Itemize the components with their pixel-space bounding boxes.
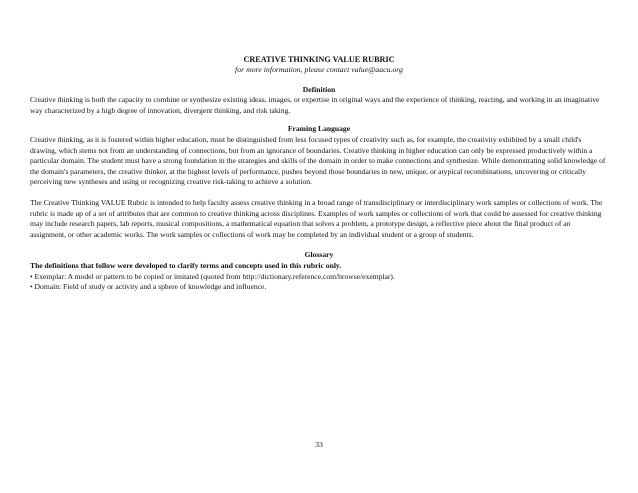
contact-subtitle: for more information, please contact value@aacu.org	[235, 65, 403, 74]
page-title: CREATIVE THINKING VALUE RUBRIC	[243, 55, 395, 64]
glossary-item-domain: • Domain: Field of study or activity and a sphere of knowledge and influence.	[30, 282, 267, 292]
glossary-intro: The definitions that follow were developed to clarify terms and concepts used in this rubric only.	[30, 260, 342, 270]
definition-text: Creative thinking is both the capacity to combine or synthesize existing ideas, images, or expertise in original ways and the experience of thinking, reacting, and working in an imaginative way characterized by a high degree of innovation, divergent thinking, and risk taking.	[30, 95, 600, 115]
glossary-item-exemplar: • Exemplar: A model or pattern to be copied or imitated (quoted from http://dictionary.reference.com/browse/exemplar).	[30, 271, 395, 281]
definition-heading: Definition	[302, 84, 336, 94]
rubric-page	[30, 54, 608, 293]
framing-heading: Framing Language	[287, 124, 351, 134]
framing-paragraph-1: Creative thinking, as it is fostered within higher education, must be distinguished from less focused types of creativity such as, for example, the creativity exhibited by a small child's drawing, which stems not from an understanding of connections, but from an ignorance of boundaries. Creative thinking in higher education can only be expressed productively within a particular domain. The student must have a strong foundation in the strategies and skills of the domain in order to make connections and synthesize. While demonstrating solid knowledge of the domain's parameters, the creative thinker, at the highest levels of performance, pushes beyond those boundaries in new, unique, or atypical recombinations, uncovering or critically perceiving new syntheses and using or recognizing creative risk-taking to achieve a solution.	[30, 134, 606, 187]
page-number: 33	[315, 440, 323, 449]
framing-paragraph-2: The Creative Thinking VALUE Rubric is intended to help faculty assess creative thinking in a broad range of transdisciplinary or interdisciplinary work samples or collections of work. The rubric is made up of a set of attributes that are common to creative thinking across disciplines. Examples of work samples or collections of work that could be assessed for creative thinking may include research papers, lab reports, musical compositions, a mathematical equation that solves a problem, a prototype design, a reflective piece about the final product of an assignment, or other academic works. The work samples or collections of work may be completed by an individual student or a group of students.	[30, 197, 603, 239]
glossary-heading: Glossary	[304, 250, 334, 260]
